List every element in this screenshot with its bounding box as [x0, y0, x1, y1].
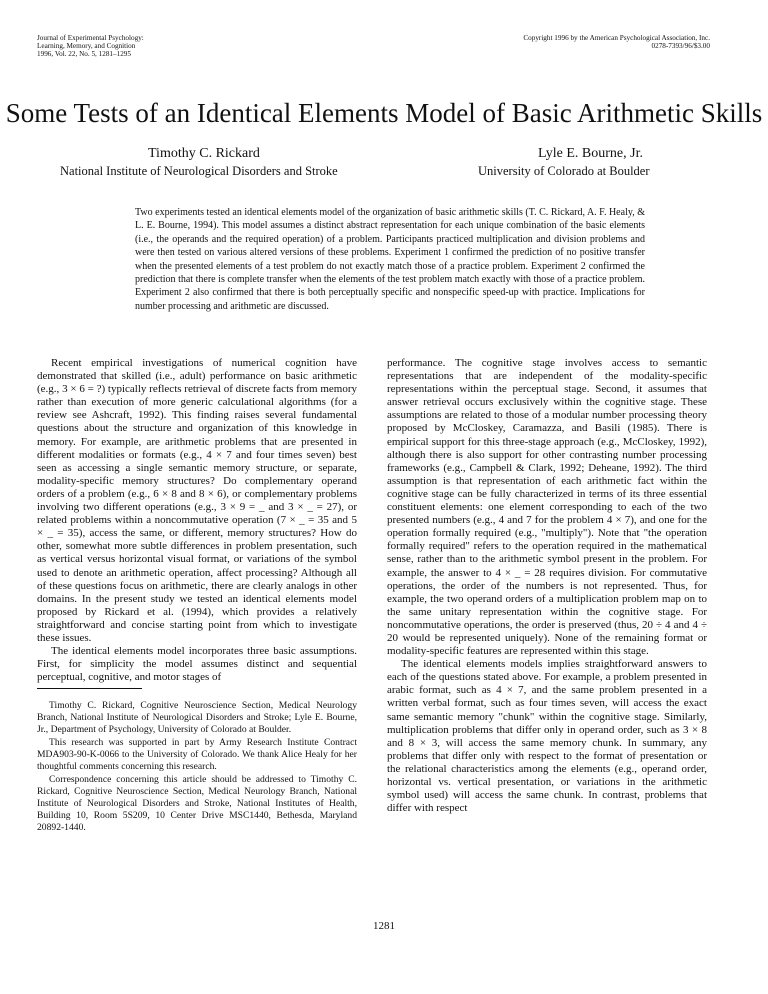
copyright-line: Copyright 1996 by the American Psychological Association, Inc.	[523, 34, 710, 42]
author-note	[37, 700, 357, 835]
body-column-right	[387, 357, 707, 815]
journal-line: Journal of Experimental Psychology:	[37, 34, 144, 42]
abstract: Two experiments tested an identical elements model of the organization of basic arithmetic skills (T. C. Rickard, A. F. Healy, & L. E. Bourne, 1994). This model assumes a distinct abstract representation for each unique combination of the basic elements (i.e., the operands and the required operation) of a problem. Participants practiced multiplication and division problems and were then tested on various altered versions of these problems. Experiment 1 confirmed the prediction of no positive transfer when the presented elements of a test problem do not exactly match those of a practice problem. Experiment 2 confirmed the prediction that there is complete transfer when the elements of the test problem match exactly with those of a practice problem. Experiment 2 also confirmed that there is both perceptually specific and nonspecific speed-up with practice. Implications for number processing and arithmetic are discussed.	[135, 207, 645, 312]
copyright-line: 0278-7393/96/$3.00	[651, 42, 710, 51]
body-paragraph: The identical elements model incorporates three basic assumptions. First, for simplicity the model assumes distinct and sequential perceptual, cognitive, and motor stages of	[37, 645, 357, 684]
body-column-left	[37, 357, 357, 684]
page-number: 1281	[373, 920, 395, 932]
journal-line: Learning, Memory, and Cognition	[37, 42, 136, 51]
journal-citation	[37, 34, 144, 59]
footnote-paragraph: Timothy C. Rickard, Cognitive Neuroscience Section, Medical Neurology Branch, National Institute of Neurological Disorders and Stroke; Lyle E. Bourne, Jr., Department of Psychology, University of Colorado at Boulder.	[37, 700, 357, 735]
copyright-notice	[523, 34, 710, 50]
footnote-paragraph: Correspondence concerning this article should be addressed to Timothy C. Rickard, Cognitive Neuroscience Section, Medical Neurology Branch, National Institute of Neurological Disorders and Stroke, National Institutes of Health, Building 10, Room 5S209, 10 Center Drive MSC1440, Bethesda, Maryland 20892-1440.	[37, 774, 357, 833]
body-paragraph: performance. The cognitive stage involves access to semantic representations that are independent of the modality-specific representations within the perceptual stage. Second, it assumes that answer retrieval occurs exclusively within the cognitive stage. These assumptions are related to those of a modular number processing theory proposed by McCloskey, Caramazza, and Basili (1985). There is empirical support for this three-stage approach (e.g., McCloskey, 1992), although there is also support for other contrasting number processing frameworks (e.g., Campbell & Clark, 1992; Deheane, 1992). The third assumption is that representation of each arithmetic fact within the cognitive stage can be fully characterized in terms of its three essential constituent elements: one element corresponding to each of the two presented numbers (e.g., 4 and 7 for the problem 4 × 7), and one for the operation formally required (e.g., "multiply"). Note that "the operation formally required" refers to the operation required in the mathematical sense, rather than to the arithmetic symbol present in the problem. For example, the answer to 4 × _ = 28 requires division. For commutative operations, the order of the numbers is not represented. Thus, for example, the two operand orders of a multiplication problem map on to the same unitary representation within the cognitive stage. For noncommutative operations, the order is preserved (thus, 20 ÷ 4 and 4 ÷ 20 would be represented uniquely). None of the remaining format or modality-specific features are represented within this stage.	[387, 357, 707, 658]
author-affiliation-2: University of Colorado at Boulder	[478, 164, 650, 178]
journal-line: 1996, Vol. 22, No. 5, 1281–1295	[37, 50, 131, 59]
footnote-paragraph: This research was supported in part by Army Research Institute Contract MDA903-90-K-0066 to the University of Colorado. We thank Alice Healy for her thoughtful comments concerning this research.	[37, 737, 357, 772]
body-paragraph: The identical elements models implies straightforward answers to each of the questions stated above. For example, a problem presented in arabic format, such as 4 × 7, and the same problem presented in a written verbal format, such as four times seven, will access the exact same semantic memory "chunk" within the cognitive stage. Similarly, multiplication problems that differ only in operand order, such as 3 × 8 and 8 × 3, will access the same memory chunk. In summary, any problems that differ only with respect to the format of presentation or the relational characteristics among the elements (e.g., operand order, horizontal vs. vertical presentation, or variations in the arithmetic symbol used) will access the same chunk. In contrast, problems that differ with respect	[387, 658, 707, 815]
author-name-2: Lyle E. Bourne, Jr.	[538, 146, 643, 161]
author-name-1: Timothy C. Rickard	[148, 146, 260, 161]
paper-title: Some Tests of an Identical Elements Model of Basic Arithmetic Skills	[5, 98, 763, 128]
footnote-divider	[37, 688, 142, 689]
body-paragraph: Recent empirical investigations of numerical cognition have demonstrated that skilled (i.e., adult) performance on basic arithmetic (e.g., 3 × 6 = ?) typically reflects retrieval of discrete facts from memory rather than execution of more generic calculational algorithms (for a review see Ashcraft, 1992). This finding raises several fundamental questions about the structure and organization of this knowledge in memory. For example, are arithmetic problems that are presented in different modalities or formats (e.g., 4 × 7 and four times seven) best seen as accessing a single semantic memory structure, or separate, modality-specific memory structures? Do complementary operand orders of a problem (e.g., 6 × 8 and 8 × 6), or complementary problems involving two different operations (e.g., 3 × 9 = _ and 3 × _ = 27), or related problems within a noncommutative operation (7 × _ = 35 and 5 × _ = 35), access the same, or different, memory structures? How do other, somewhat more subtle differences in problem presentation, such as vertical versus horizontal visual format, or variations of the symbol used to denote an arithmetic operation, affect processing? Although all of these questions focus on arithmetic, there are clearly analogs in other domains. In the present study we tested an identical elements model proposed by Rickard et al. (1994), which provides a relatively straightforward and concise starting point from which to investigate these issues.	[37, 357, 357, 644]
author-affiliation-1: National Institute of Neurological Disorders and Stroke	[60, 164, 338, 178]
